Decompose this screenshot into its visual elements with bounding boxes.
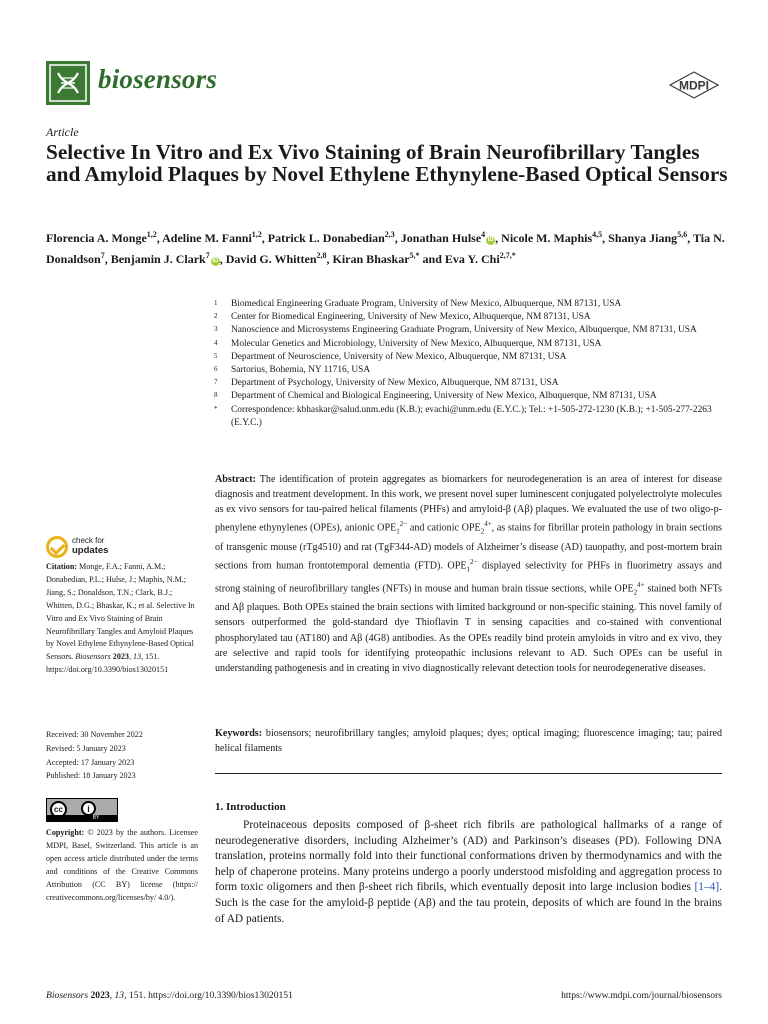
mdpi-logo-icon[interactable]: [668, 71, 720, 99]
abstract: [215, 472, 722, 676]
author-affiliation-sup: 5,*: [409, 251, 420, 260]
affiliation-item: [214, 404, 744, 430]
check-updates-line1: check for: [72, 536, 105, 545]
author-affiliation-sup: 1,2: [146, 230, 157, 239]
check-for-updates-badge[interactable]: [46, 535, 176, 561]
journal-name[interactable]: biosensors: [98, 64, 218, 94]
affiliation-number: 8: [214, 391, 218, 400]
abstract-text-1: The identification of protein aggregates as biomarkers for neurodegeneration is an area of interest for disease diagnosis and treatment development. In this work, we present novel super luminescent conjugated polyelectrolyte molecules as ex vivo sensors for tau-paired helical filaments (PHFs) and amyloid-β (Aβ) plaques. We evaluated the use of two oligo-p-phenylene ethynylenes (OPEs), anionic OPE: [215, 474, 722, 534]
author-affiliation-sup: 7: [205, 251, 210, 260]
affiliation-item: [214, 390, 744, 403]
affiliation-item: [214, 364, 744, 377]
citation-journal: Biosensors: [75, 652, 111, 662]
cc-circle: cc: [50, 801, 67, 818]
author-affiliation-sup: 5,6: [677, 230, 688, 239]
citation-block: [46, 561, 198, 677]
by-person-icon: i: [81, 801, 96, 816]
footer-citation: [46, 990, 293, 1001]
intro-text-2: . Such is the case for the amyloid-β peptide (Aβ) and the tau protein, deposits of which are found in the brains of AD patients.: [215, 881, 722, 925]
keywords-text: biosensors; neurofibrillary tangles; amyloid plaques; dyes; optical imaging; fluorescence imaging; tau; paired helical filaments: [215, 728, 722, 755]
abstract-text-2: and cationic OPE: [407, 522, 481, 534]
affiliation-number: 2: [214, 312, 218, 321]
date-accepted: Accepted: 17 January 2023: [46, 757, 135, 767]
affiliation-number: 5: [214, 351, 218, 360]
affiliation-text: Nanoscience and Microsystems Engineering Graduate Program, University of New Mexico, Albuquerque, NM 87131, USA: [231, 325, 697, 336]
citation-label: Citation:: [46, 562, 78, 571]
author-name[interactable]: Tia N. Donaldson: [46, 231, 725, 266]
footer-doi[interactable]: 151. https://doi.org/10.3390/bios13020151: [126, 990, 293, 1001]
affiliation-text: Correspondence: kbhaskar@salud.unm.edu (K.B.); evachi@unm.edu (E.Y.C.); Tel.: +1-505-272-1230 (K.B.); +1-505-277-2263 (E.Y.C.): [231, 404, 712, 428]
reference-link[interactable]: [1–4]: [694, 881, 720, 894]
author-name[interactable]: Shanya Jiang: [608, 231, 678, 245]
intro-text-1: Proteinaceous deposits composed of β-sheet rich fibrils are pathological hallmarks of a range of neurodegenerative disorders, including Alzheimer’s (AD) and Parkinson’s diseases (PD). Following DNA translation, proteins normally fold into their functional conformations driven by thermodynamics and with the help of chaperone proteins. Many proteins undergo a poorly understood misfolding and aggregation process to form toxic oligomers and then β-sheet rich fibrils, which eventually deposit into large inclusion bodies: [215, 819, 722, 894]
affiliation-text: Molecular Genetics and Microbiology, University of New Mexico, Albuquerque, NM 87131, USA: [231, 338, 602, 349]
publisher-name: MDPI: [679, 78, 709, 93]
keywords-label: Keywords:: [215, 728, 263, 739]
orcid-icon[interactable]: iD: [487, 237, 494, 243]
citation-text: Monge, F.A.; Fanni, A.M.; Donabedian, P.L.; Hulse, J.; Maphis, N.M.; Jiang, S.; Donaldson, T.N.; Clark, B.J.; Whitten, D.G.; Bhaskar, K.; et al. Selective In Vitro and Ex Vivo Staining of Brain Neurofibrillary Tangles and Amyloid Plaques by Novel Ethylene Ethynylene-Based Optical Sensors.: [46, 562, 195, 662]
footer-journal: Biosensors: [46, 990, 89, 1001]
abstract-text-5: stained both NFTs and Aβ plaques. Both OPEs stained the brain sections with limited background or non-specific staining. This novel family of sensors outperformed the gold-standard dye Thioflavin T in sensing capacities and co-stained with conventional phosphorylated tau (AT180) and Aβ (4G8) antibodies. As the OPEs readily bind protein amyloids in vitro and ex vivo, they are selective and rapid tools for identifying proteopathic inclusions relevant to AD. Such OPEs can be useful in understanding pathogenesis and in creating in vivo diagnostically relevant detection tools for neurodegenerative diseases.: [215, 583, 723, 674]
keywords: [215, 726, 722, 756]
footer-volume: , 13,: [109, 990, 127, 1001]
author-separator: ,: [326, 252, 333, 266]
affiliation-number: *: [214, 404, 218, 413]
author-separator: ,: [495, 231, 502, 245]
check-updates-line2: updates: [72, 545, 109, 556]
article-type: Article: [46, 125, 79, 139]
affiliation-item: [214, 324, 744, 337]
affiliations: [214, 298, 744, 430]
affiliation-item: [214, 351, 744, 364]
abstract-sup-4: 4+: [637, 580, 645, 589]
date-revised: Revised: 5 January 2023: [46, 743, 126, 753]
author-separator: ,: [394, 231, 401, 245]
author-name[interactable]: David G. Whitten: [225, 252, 317, 266]
author-separator: ,: [219, 252, 226, 266]
citation-volume: , 13,: [128, 652, 144, 662]
author-affiliation-sup: 4,5: [592, 230, 603, 239]
author-name[interactable]: Florencia A. Monge: [46, 231, 147, 245]
author-name[interactable]: Nicole M. Maphis: [501, 231, 593, 245]
author-name[interactable]: Jonathan Hulse: [400, 231, 482, 245]
author-name[interactable]: Patrick L. Donabedian: [267, 231, 385, 245]
journal-logo-icon: [46, 61, 90, 105]
copyright-label: Copyright:: [46, 828, 85, 837]
footer-year: 2023: [88, 990, 110, 1001]
date-published: Published: 18 January 2023: [46, 771, 136, 781]
abstract-text-3: , as stains for fibrillar protein pathology in brain sections of transgenic mouse (rTg4510) and rat (TgF344-AD) models of Alzheimer’s disease (AD) tauopathy, and post-mortem brain sections from human frontotemporal dementia (FTD). OPE: [215, 522, 722, 572]
section-divider: [215, 773, 722, 774]
author-name[interactable]: Adeline M. Fanni: [162, 231, 252, 245]
author-affiliation-sup: 2,7,*: [499, 251, 516, 260]
author-separator: ,: [687, 231, 693, 245]
author-affiliation-sup: 2,3: [384, 230, 395, 239]
author-affiliation-sup: 1,2: [251, 230, 262, 239]
footer-journal-url[interactable]: https://www.mdpi.com/journal/biosensors: [561, 990, 722, 1001]
introduction-paragraph: [215, 818, 722, 927]
author-name[interactable]: Benjamin J. Clark: [110, 252, 206, 266]
affiliation-item: [214, 338, 744, 351]
abstract-sub-4: 2: [633, 588, 638, 597]
author-separator: ,: [104, 252, 111, 266]
affiliation-item: [214, 311, 744, 324]
author-separator: ,: [261, 231, 268, 245]
citation-year: 2023: [110, 652, 129, 662]
dates-block: [46, 728, 198, 783]
affiliation-text: Department of Chemical and Biological Engineering, University of New Mexico, Albuquerque, NM 87131, USA: [231, 391, 657, 402]
affiliation-number: 6: [214, 365, 218, 374]
affiliation-text: Department of Psychology, University of New Mexico, Albuquerque, NM 87131, USA: [231, 378, 559, 389]
affiliation-item: [214, 377, 744, 390]
author-name[interactable]: and Eva Y. Chi: [422, 252, 500, 266]
affiliation-text: Department of Neuroscience, University of New Mexico, Albuquerque, NM 87131, USA: [231, 351, 567, 362]
abstract-label: Abstract:: [215, 474, 256, 485]
check-updates-icon: [46, 536, 68, 558]
cc-by-license-icon[interactable]: [46, 798, 118, 822]
copyright-block: [46, 827, 198, 904]
citation-doi[interactable]: 151. https://doi.org/10.3390/bios13020151: [46, 652, 169, 675]
affiliation-number: 4: [214, 338, 218, 347]
article-title: Selective In Vitro and Ex Vivo Staining of Brain Neurofibrillary Tangles and Amyloid Plaques by Novel Ethylene Ethynylene-Based Optical Sensors: [46, 140, 728, 186]
section-heading-introduction: 1. Introduction: [215, 801, 286, 813]
author-affiliation-sup: 7: [100, 251, 105, 260]
affiliation-number: 7: [214, 378, 218, 387]
author-list: [46, 226, 736, 268]
author-separator: ,: [602, 231, 609, 245]
abstract-text-4: displayed selectivity for PHFs in fluorimetry assays and strong staining of neurofibrillary tangles (NFTs) in mouse and human brain tissue sections, while OPE: [215, 560, 722, 595]
orcid-icon[interactable]: iD: [212, 258, 219, 264]
author-separator: ,: [156, 231, 163, 245]
abstract-sub-3: 1: [466, 565, 470, 574]
abstract-sup-1: 2−: [399, 520, 408, 529]
author-name[interactable]: Kiran Bhaskar: [332, 252, 410, 266]
affiliation-text: Sartorius, Bohemia, NY 11716, USA: [231, 365, 371, 376]
by-label: BY: [47, 815, 117, 821]
affiliation-text: Center for Biomedical Engineering, University of New Mexico, Albuquerque, NM 87131, USA: [231, 312, 591, 323]
author-affiliation-sup: 2,8: [316, 251, 327, 260]
abstract-sub-2: 2: [480, 527, 485, 536]
abstract-sup-2: 4+: [484, 520, 492, 529]
affiliation-number: 3: [214, 325, 218, 334]
abstract-sup-3: 2−: [470, 558, 478, 567]
author-affiliation-sup: 4: [481, 230, 486, 239]
affiliation-item: [214, 298, 744, 311]
affiliation-text: Biomedical Engineering Graduate Program, University of New Mexico, Albuquerque, NM 87131, USA: [231, 299, 622, 309]
copyright-text: © 2023 by the authors. Licensee MDPI, Basel, Switzerland. This article is an open access article distributed under the terms and conditions of the Creative Commons Attribution (CC BY) license (https:// creativecommons.org/licenses/by/ 4.0/).: [46, 828, 198, 902]
abstract-sub-1: 1: [396, 527, 400, 536]
date-received: Received: 30 November 2022: [46, 730, 143, 739]
affiliation-number: 1: [214, 299, 218, 307]
